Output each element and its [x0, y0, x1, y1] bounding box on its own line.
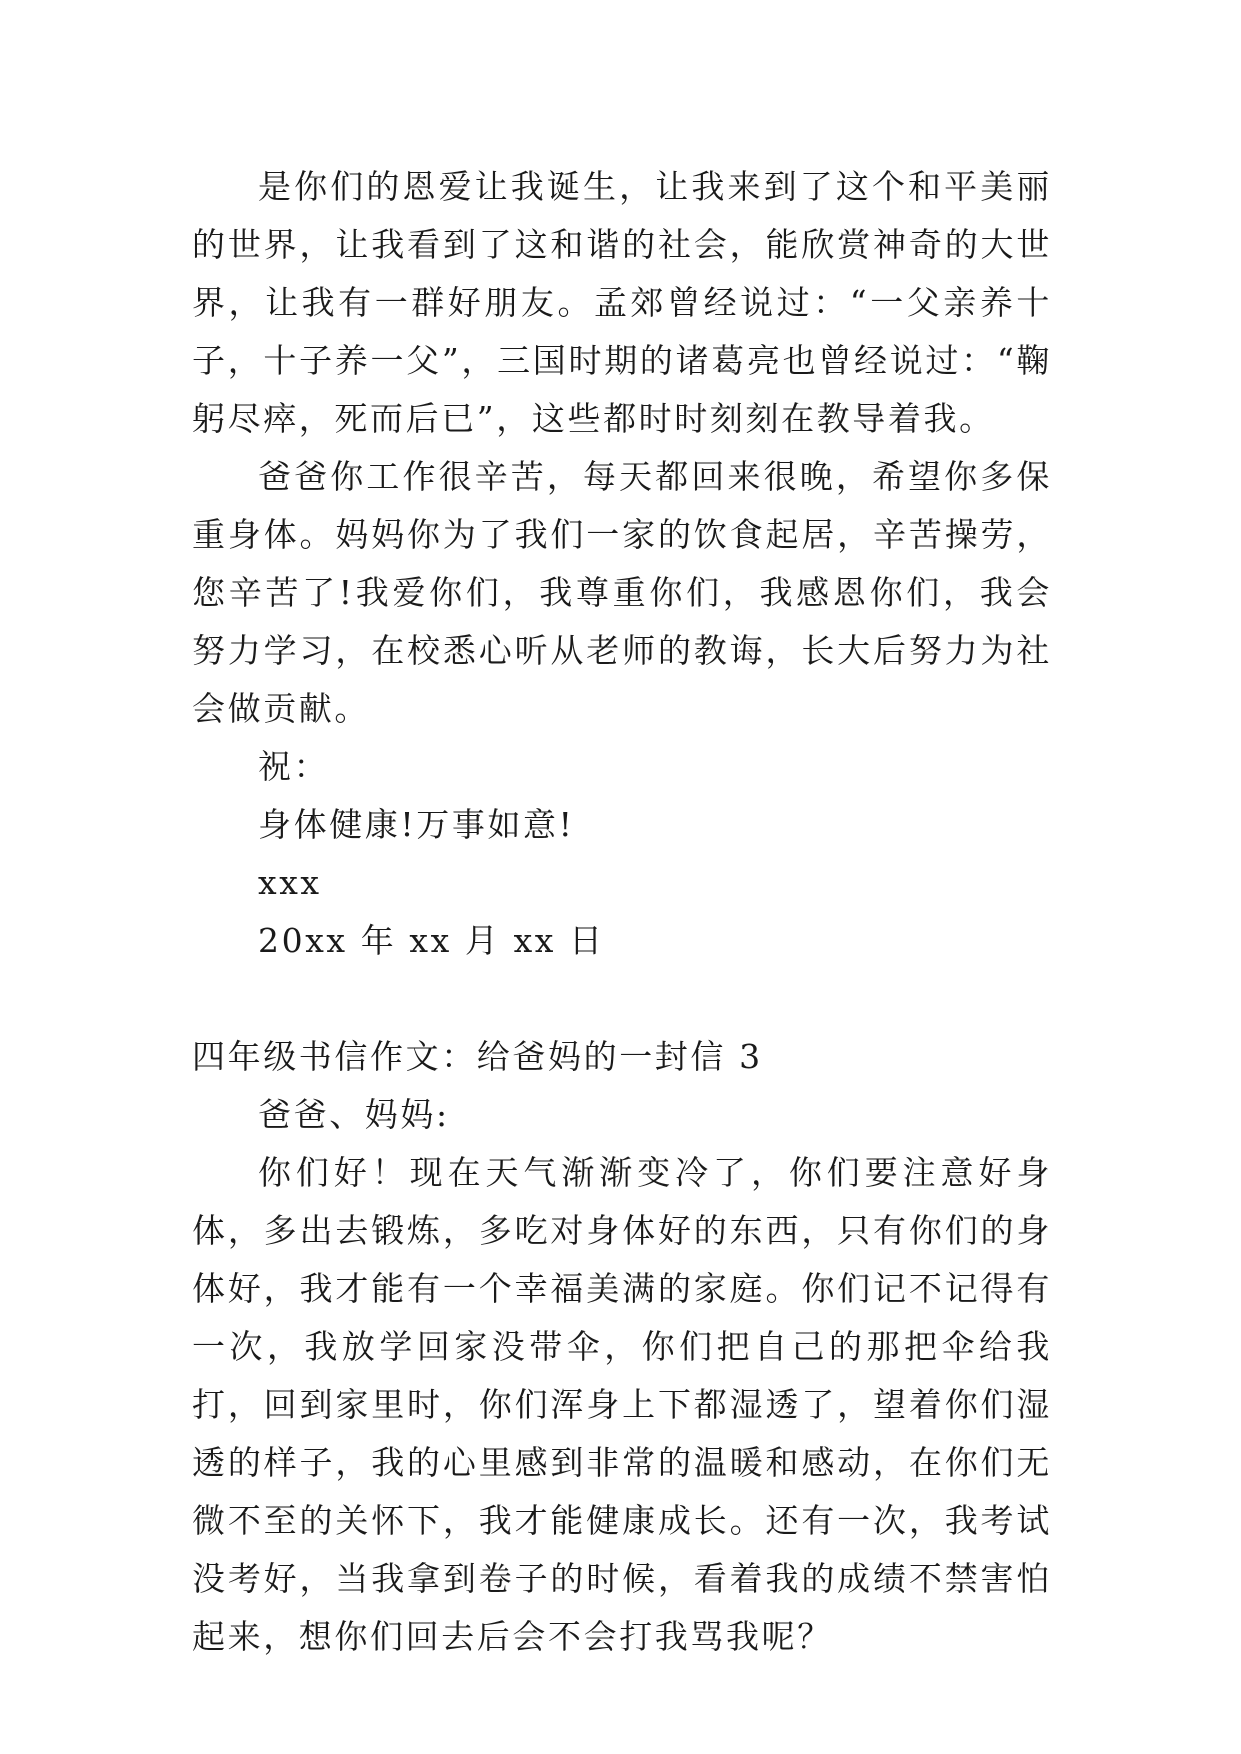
document-body [192, 158, 1052, 1666]
salutation: 爸爸、妈妈: [258, 1095, 450, 1134]
body-paragraph: 你们好！现在天气渐渐变冷了，你们要注意好身体，多出去锻炼，多吃对身体好的东西，只有你们的身体好，我才能有一个幸福美满的家庭。你们记不记得有一次，我放学回家没带伞，你们把自己的那把伞给我打，回到家里时，你们浑身上下都湿透了，望着你们湿透的样子，我的心里感到非常的温暖和感动，在你们无微不至的关怀下，我才能健康成长。还有一次，我考试没考好，当我拿到卷子的时候，看着我的成绩不禁害怕起来，想你们回去后会不会打我骂我呢？ [192, 1153, 1052, 1656]
body-paragraph: 爸爸你工作很辛苦，每天都回来很晚，希望你多保重身体。妈妈你为了我们一家的饮食起居，辛苦操劳，您辛苦了!我爱你们，我尊重你们，我感恩你们，我会努力学习，在校悉心听从老师的教诲，长大后努力为社会做贡献。 [192, 457, 1052, 728]
date-line: 20xx 年 xx 月 xx 日 [258, 921, 605, 960]
section-heading: 四年级书信作文：给爸妈的一封信 3 [192, 1037, 763, 1076]
closing-line: 祝： [258, 747, 330, 786]
wish-line: 身体健康!万事如意! [258, 805, 575, 844]
body-paragraph: 是你们的恩爱让我诞生，让我来到了这个和平美丽的世界，让我看到了这和谐的社会，能欣赏神奇的大世界，让我有一群好朋友。孟郊曾经说过：“一父亲养十子，十子养一父”，三国时期的诸葛亮也曾经说过：“鞠躬尽瘁，死而后已”，这些都时时刻刻在教导着我。 [192, 167, 1052, 438]
signature: xxx [258, 863, 322, 902]
